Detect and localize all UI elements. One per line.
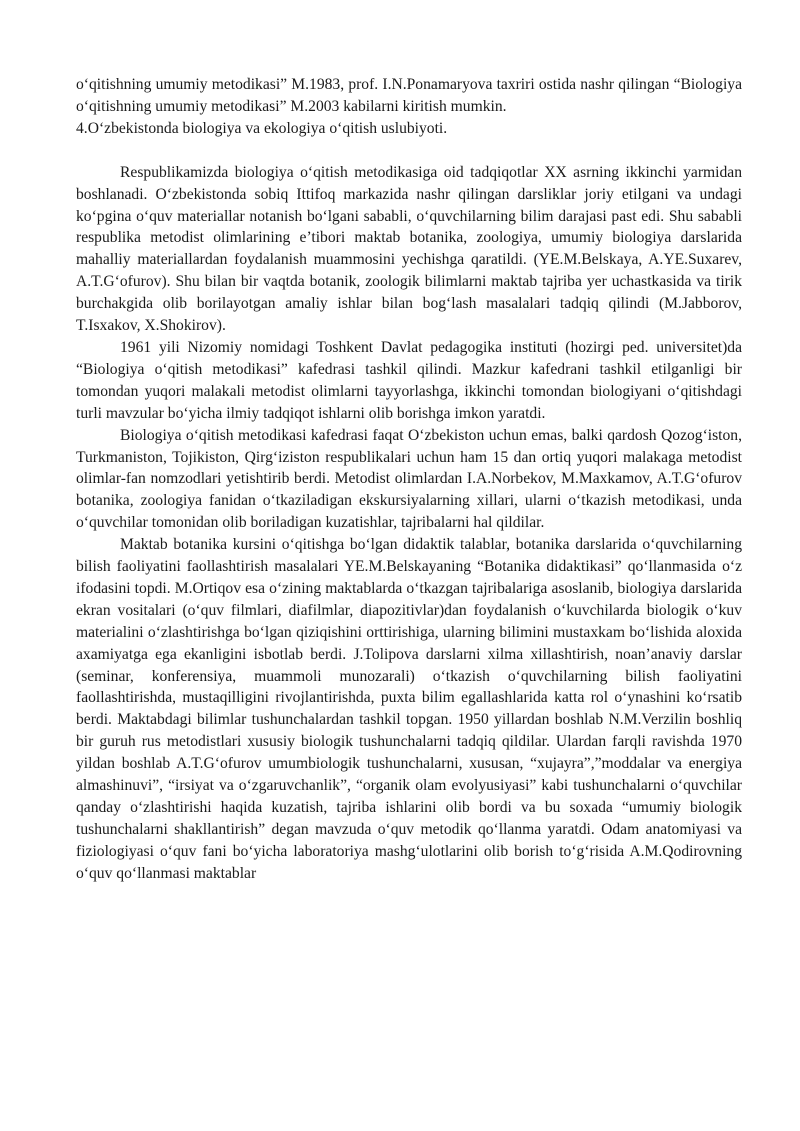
paragraph: Biologiya o‘qitish metodikasi kafedrasi faqat O‘zbekiston uchun emas, balki qardosh Qozog‘iston, Turkmaniston, Tojikiston, Qirg‘iziston respublikalari uchun ham 15 dan ortiq yuqori malakaga metodist olimlar-fan nomzodlari yetishtirib berdi. Metodist olimlardan I.A.Norbekov, M.Maxkamov, A.T.G‘ofurov botanika, zoologiya fanidan o‘tkaziladigan ekskursiyalarning xillari, ularni o‘tkazish metodikasi, unda o‘quvchilar tomonidan olib boriladigan kuzatishlar, tajribalarni hal qildilar. [76,426,742,532]
section-gap [76,140,742,162]
section-heading: 4.O‘zbekistonda biologiya va ekologiya o‘qitish uslubiyoti. [76,119,448,137]
paragraph: Respublikamizda biologiya o‘qitish metodikasiga oid tadqiqotlar XX asrning ikkinchi yarmidan boshlanadi. O‘zbekistonda sobiq Ittifoq markazida nashr qilingan darsliklar joriy etilgani va undagi ko‘pgina o‘quv materiallar notanish bo‘lgani sababli, o‘quvchilarning bilim darajasi past edi. Shu sababli respublika metodist olimlarining e’tibori maktab botanika, zoologiya, umumiy biologiya darslarida mahalliy materiallardan foydalanish muammosini yechishga qaratildi. (YE.M.Belskaya, A.YE.Suxarev, A.T.G‘ofurov). Shu bilan bir vaqtda botanik, zoologik bilimlarni maktab tajriba yer uchastkasida va tirik burchakgida olib borilayotgan amaliy ishlar bilan bog‘lash masalalari tadqiq qilindi (M.Jabborov, T.Isxakov, X.Shokirov). [76,163,742,335]
document-page [76,74,742,885]
intro-continuation-text: o‘qitishning umumiy metodikasi” M.1983, prof. I.N.Ponamaryova taxriri ostida nashr qilingan “Biologiya o‘qitishning umumiy metodikasi” M.2003 kabilarni kiritish mumkin. [76,76,742,115]
paragraph: Maktab botanika kursini o‘qitishga bo‘lgan didaktik talablar, botanika darslarida o‘quvchilarning bilish faoliyatini faollashtirish masalalari YE.M.Belskayaning “Botanika didaktikasi” qo‘llanmasida o‘z ifodasini topdi. M.Ortiqov esa o‘zining maktablarda o‘tkazgan tajribalariga asoslanib, biologiya darslarida ekran vositalari (o‘quv filmlari, diafilmlar, diapozitivlar)dan foydalanish o‘kuvchilarda biologik o‘kuv materialini o‘zlashtirishga bo‘lgan qiziqishini orttirishiga, ularning bilimini mustaxkam bo‘lishida aloxida axamiyatga ega ekanligini isbotlab berdi. J.Tolipova darslarni xilma xillashtirish, noan’anaviy darslar (seminar, konferensiya, muammoli munozarali) o‘tkazish o‘quvchilarning bilish faoliyatini faollashtirishda, mustaqilligini rivojlantirishda, puxta bilim egallashlarida katta rol o‘ynashini ko‘rsatib berdi. Maktabdagi bilimlar tushunchalardan tashkil topgan. 1950 yillardan boshlab N.M.Verzilin boshliq bir guruh rus metodistlari xususiy biologik tushunchalarni tadqiq qildilar. Ulardan farqli ravishda 1970 yildan boshlab A.T.G‘ofurov umumbiologik tushunchalarni, xususan, “xujayra”,”moddalar va energiya almashinuvi”, “irsiyat va o‘zgaruvchanlik”, “organik olam evolyusiyasi” kabi tushunchalarni o‘quvchilar qanday o‘zlashtirishi haqida kuzatish, tajriba ishlarini olib bordi va bu soxada “umumiy biologik tushunchalarni shakllantirish” degan mavzuda o‘quv metodik qo‘llanma yaratdi. Odam anatomiyasi va fiziologiyasi o‘quv fani bo‘yicha laboratoriya mashg‘ulotlarini olib borish to‘g‘risida A.M.Qodirovning o‘quv qo‘llanmasi maktablar [76,536,742,882]
paragraph: 1961 yili Nizomiy nomidagi Toshkent Davlat pedagogika instituti (hozirgi ped. universitet)da “Biologiya o‘qitish metodikasi” kafedrasi tashkil qilindi. Mazkur kafedrani tashkil etilganligi bir tomondan yuqori malakali metodist olimlarni tayyorlashga, ikkinchi tomondan biologiyani o‘qitishdagi turli mavzular bo‘yicha ilmiy tadqiqot ishlarni olib borishga imkon yaratdi. [76,338,742,422]
